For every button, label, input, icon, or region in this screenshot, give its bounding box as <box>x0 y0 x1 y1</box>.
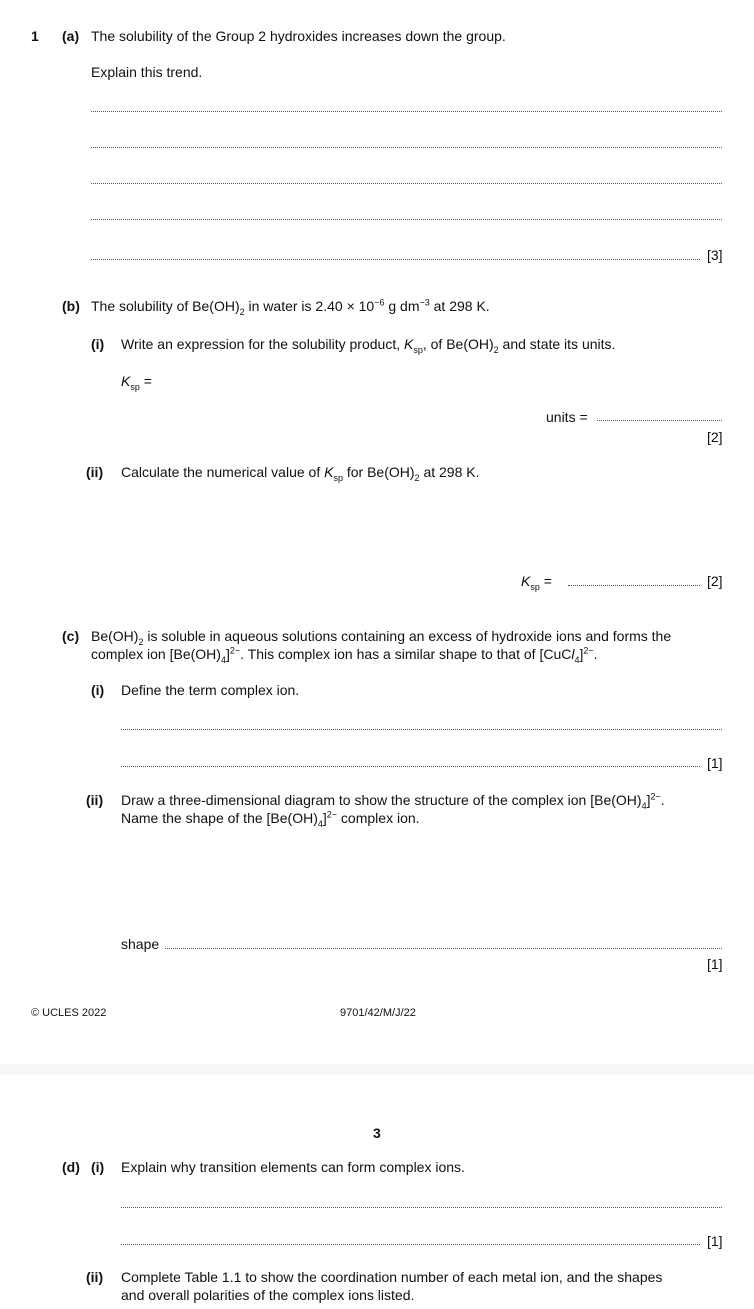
part-d-ii-line1: Complete Table 1.1 to show the coordination number of each metal ion, and the shapes <box>121 1269 663 1285</box>
page-number: 3 <box>373 1125 381 1141</box>
answer-line[interactable] <box>121 1244 700 1245</box>
part-d-ii-label: (ii) <box>86 1269 104 1285</box>
part-c-line2: complex ion $[Be(OH)_4]^{2-}$. This complex ion has a similar shape to that of [CuCl$_4$]$^{2-}$. <box>91 645 598 665</box>
part-b-text: The solubility of $Be(OH)_2$ in water is $2.40 \times 10^{-6}$ g $dm^{-3}$ at 298 K. <box>91 297 490 317</box>
ksp-expression-label: $K_{sp}$ = <box>121 373 152 392</box>
part-d-ii-line2: and overall polarities of the complex ions listed. <box>121 1287 415 1303</box>
marks: [3] <box>707 247 723 263</box>
part-b-label: (b) <box>62 298 80 314</box>
drawing-area[interactable] <box>121 835 722 930</box>
answer-line[interactable] <box>91 259 700 260</box>
marks: [1] <box>707 755 723 771</box>
question-number: 1 <box>31 28 39 44</box>
part-b-ii-label: (ii) <box>86 464 104 480</box>
paper-code: 9701/42/M/J/22 <box>340 1007 416 1019</box>
units-answer-line[interactable] <box>597 420 722 421</box>
part-d-label: (d) <box>62 1159 80 1175</box>
part-c-ii-line1: Draw a three-dimensional diagram to show the structure of the complex ion $[Be(OH)_4]^{2-}$. <box>121 791 665 811</box>
part-a-prompt: Explain this trend. <box>91 64 203 80</box>
copyright: © UCLES 2022 <box>31 1007 107 1019</box>
answer-line[interactable] <box>121 729 722 730</box>
part-c-ii-line2: Name the shape of the $[Be(OH)_4]^{2-}$ complex ion. <box>121 809 420 829</box>
marks: [2] <box>707 429 723 445</box>
part-d-i-text: Explain why transition elements can form complex ions. <box>121 1159 465 1175</box>
part-b-i-text: Write an expression for the solubility product, $K_{sp}$, of $Be(OH)_2$ and state its units. <box>121 336 616 355</box>
part-c-i-text: Define the term complex ion. <box>121 682 300 698</box>
units-label: units = <box>546 409 588 425</box>
answer-line[interactable] <box>91 111 722 112</box>
answer-line[interactable] <box>121 766 700 767</box>
part-c-ii-label: (ii) <box>86 792 104 808</box>
part-a-text: The solubility of the Group 2 hydroxides increases down the group. <box>91 28 506 44</box>
shape-label: shape <box>121 936 160 952</box>
ksp-answer-line[interactable] <box>568 585 700 586</box>
part-d-i-label: (i) <box>91 1159 105 1175</box>
answer-line[interactable] <box>91 147 722 148</box>
answer-line[interactable] <box>91 183 722 184</box>
shape-answer-line[interactable] <box>165 948 722 949</box>
part-b-ii-text: Calculate the numerical value of $K_{sp}$ for $Be(OH)_2$ at 298 K. <box>121 464 480 483</box>
marks: [1] <box>707 956 723 972</box>
marks: [2] <box>707 573 723 589</box>
answer-line[interactable] <box>91 219 722 220</box>
part-c-i-label: (i) <box>91 682 105 698</box>
answer-line[interactable] <box>121 1207 722 1208</box>
part-b-i-label: (i) <box>91 336 105 352</box>
part-c-line1: $Be(OH)_2$ is soluble in aqueous solutions containing an excess of hydroxide ions and forms the <box>91 628 672 647</box>
page-separator <box>0 1064 754 1075</box>
ksp-value-label: $K_{sp}$ = <box>521 573 552 592</box>
part-a-label: (a) <box>62 28 80 44</box>
part-c-label: (c) <box>62 628 80 644</box>
marks: [1] <box>707 1233 723 1249</box>
